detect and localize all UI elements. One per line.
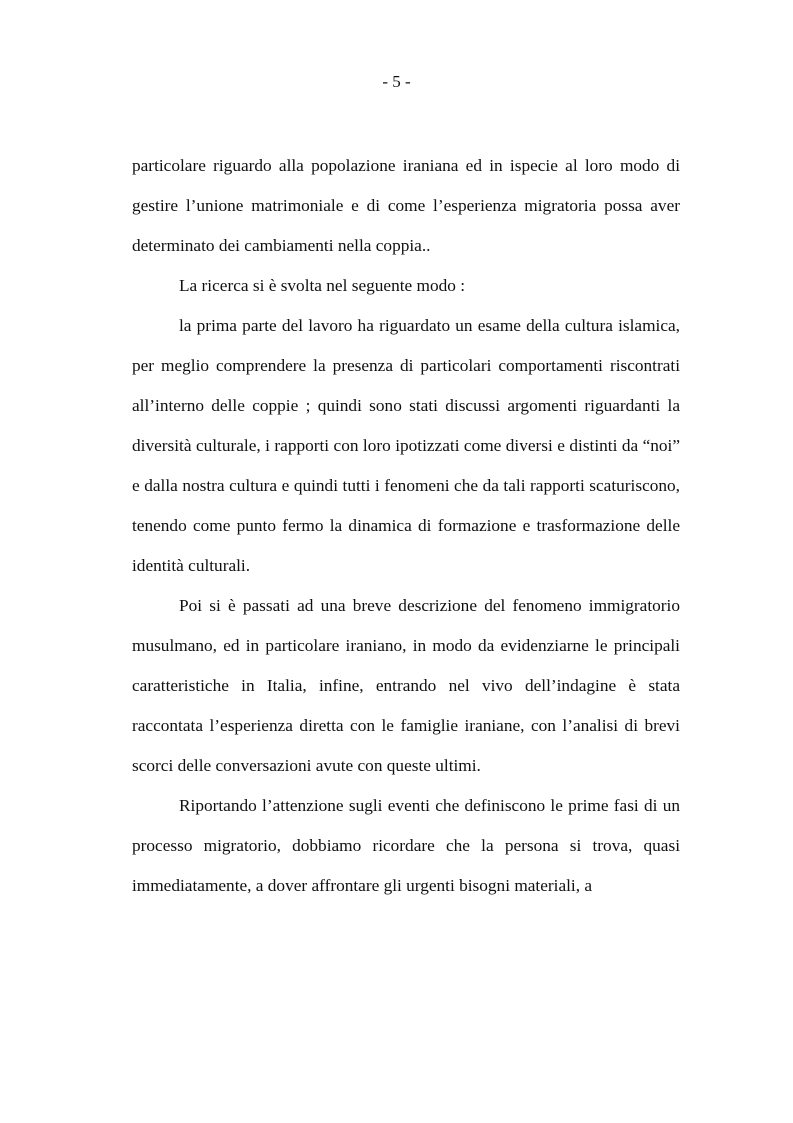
body-text	[132, 146, 680, 906]
paragraph-first-part: la prima parte del lavoro ha riguardato un esame della cultura islamica, per meglio comprendere la presenza di particolari comportamenti riscontrati all’interno delle coppie ; quindi sono stati discussi argomenti riguardanti la diversità culturale, i rapporti con loro ipotizzati come diversi e distinti da “noi” e dalla nostra cultura e quindi tutti i fenomeni che da tali rapporti scaturiscono, tenendo come punto fermo la dinamica di formazione e trasformazione delle identità culturali.	[132, 316, 680, 575]
paragraph-migration-process: Riportando l’attenzione sugli eventi che definiscono le prime fasi di un processo migratorio, dobbiamo ricordare che la persona si trova, quasi immediatamente, a dover affrontare gli urgenti bisogni materiali, a	[132, 796, 680, 895]
paragraph-continuation: particolare riguardo alla popolazione iraniana ed in ispecie al loro modo di gestire l’unione matrimoniale e di come l’esperienza migratoria possa aver determinato dei cambiamenti nella coppia..	[132, 156, 680, 255]
paragraph-method-intro: La ricerca si è svolta nel seguente modo :	[179, 276, 465, 295]
paragraph-immigration: Poi si è passati ad una breve descrizione del fenomeno immigratorio musulmano, ed in particolare iraniano, in modo da evidenziarne le principali caratteristiche in Italia, infine, entrando nel vivo dell’indagine è stata raccontata l’esperienza diretta con le famiglie iraniane, con l’analisi di brevi scorci delle conversazioni avute con queste ultimi.	[132, 596, 680, 775]
page-number: - 5 -	[382, 72, 411, 91]
